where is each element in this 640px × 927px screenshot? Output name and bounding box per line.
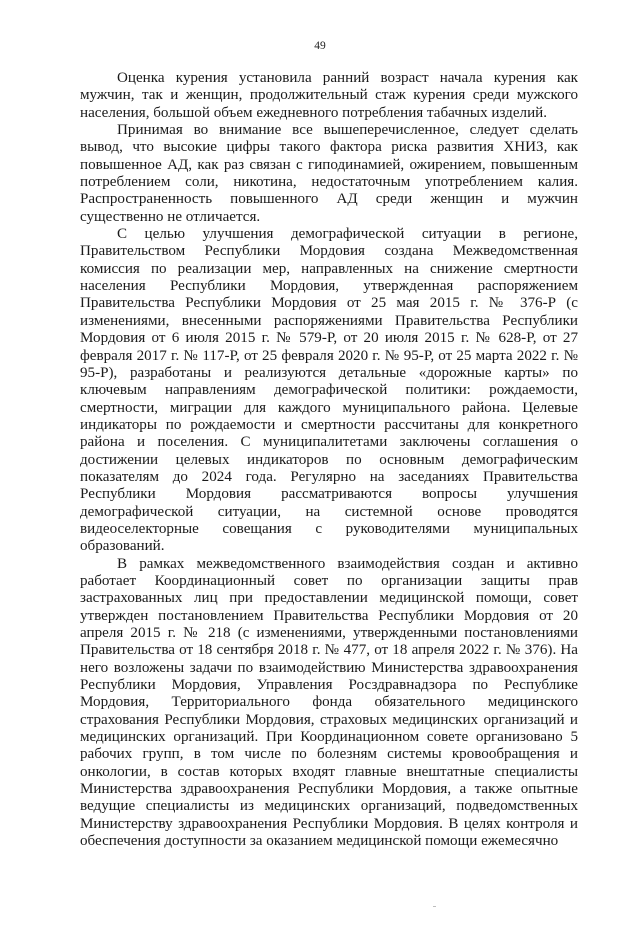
paragraph-demographic-commission: С целью улучшения демографической ситуации в регионе, Правительством Республики Мордовия создана Межведомственная комиссия по реализации мер, направленных на снижение смертности населения Республики Мордовия, утвержденная распоряжением Правительства Республики Мордовия от 25 мая 2015 г. № 376-Р (с изменениями, внесенными распоряжениями Правительства Республики Мордовия от 6 июля 2015 г. № 579-Р, от 20 июля 2015 г. № 628-Р, от 27 февраля 2017 г. № 117-Р, от 25 февраля 2020 г. № 95-Р, от 25 марта 2022 г. № 95-Р), разработаны и реализуются детальные «дорожные карты» по ключевым направлениям демографической политики: рождаемости, смертности, миграции для каждого муниципального района. Целевые индикаторы по рождаемости и смертности рассчитаны для конкретного района и поселения. С муниципалитетами заключены соглашения о достижении целевых индикаторов по основным демографическим показателям до 2024 года. Регулярно на заседаниях Правительства Республики Мордовия рассматриваются вопросы улучшения демографической ситуации, на системной основе проводятся видеоселекторные совещания с руководителями муниципальных образований.: [80, 226, 578, 555]
page-number: 49: [314, 40, 326, 52]
paragraph-smoking-assessment: Оценка курения установила ранний возраст начала курения как мужчин, так и женщин, продолжительный стаж курения среди мужского населения, большой объем ежедневного потребления табачных изделий.: [80, 70, 578, 121]
body-text: [80, 70, 578, 850]
scan-artifact: [433, 906, 436, 907]
paragraph-conclusion-blood-pressure: Принимая во внимание все вышеперечисленное, следует сделать вывод, что высокие цифры такого фактора риска развития ХНИЗ, как повышенное АД, как раз связан с гиподинамией, ожирением, повышенным потреблением соли, никотина, недостаточным употреблением калия. Распространенность повышенного АД среди женщин и мужчин существенно не отличается.: [80, 122, 578, 225]
paragraph-coordination-council: В рамках межведомственного взаимодействия создан и активно работает Координационный совет по организации защиты прав застрахованных лиц при предоставлении медицинской помощи, совет утвержден постановлением Правительства Республики Мордовия от 20 апреля 2015 г. № 218 (с изменениями, утвержденными постановлениями Правительства от 18 сентября 2018 г. № 477, от 18 апреля 2022 г. № 376). На него возложены задачи по взаимодействию Министерства здравоохранения Республики Мордовия, Управления Росздравнадзора по Республике Мордовия, Территориального фонда обязательного медицинского страхования Республики Мордовия, страховых медицинских организаций и медицинских организаций. При Координационном совете организовано 5 рабочих групп, в том числе по болезням системы кровообращения и онкологии, в состав которых входят главные внештатные специалисты Министерства здравоохранения Республики Мордовия, а также опытные ведущие специалисты из медицинских организаций, подведомственных Министерству здравоохранения Республики Мордовия. В целях контроля и обеспечения доступности за оказанием медицинской помощи ежемесячно: [80, 555, 578, 850]
